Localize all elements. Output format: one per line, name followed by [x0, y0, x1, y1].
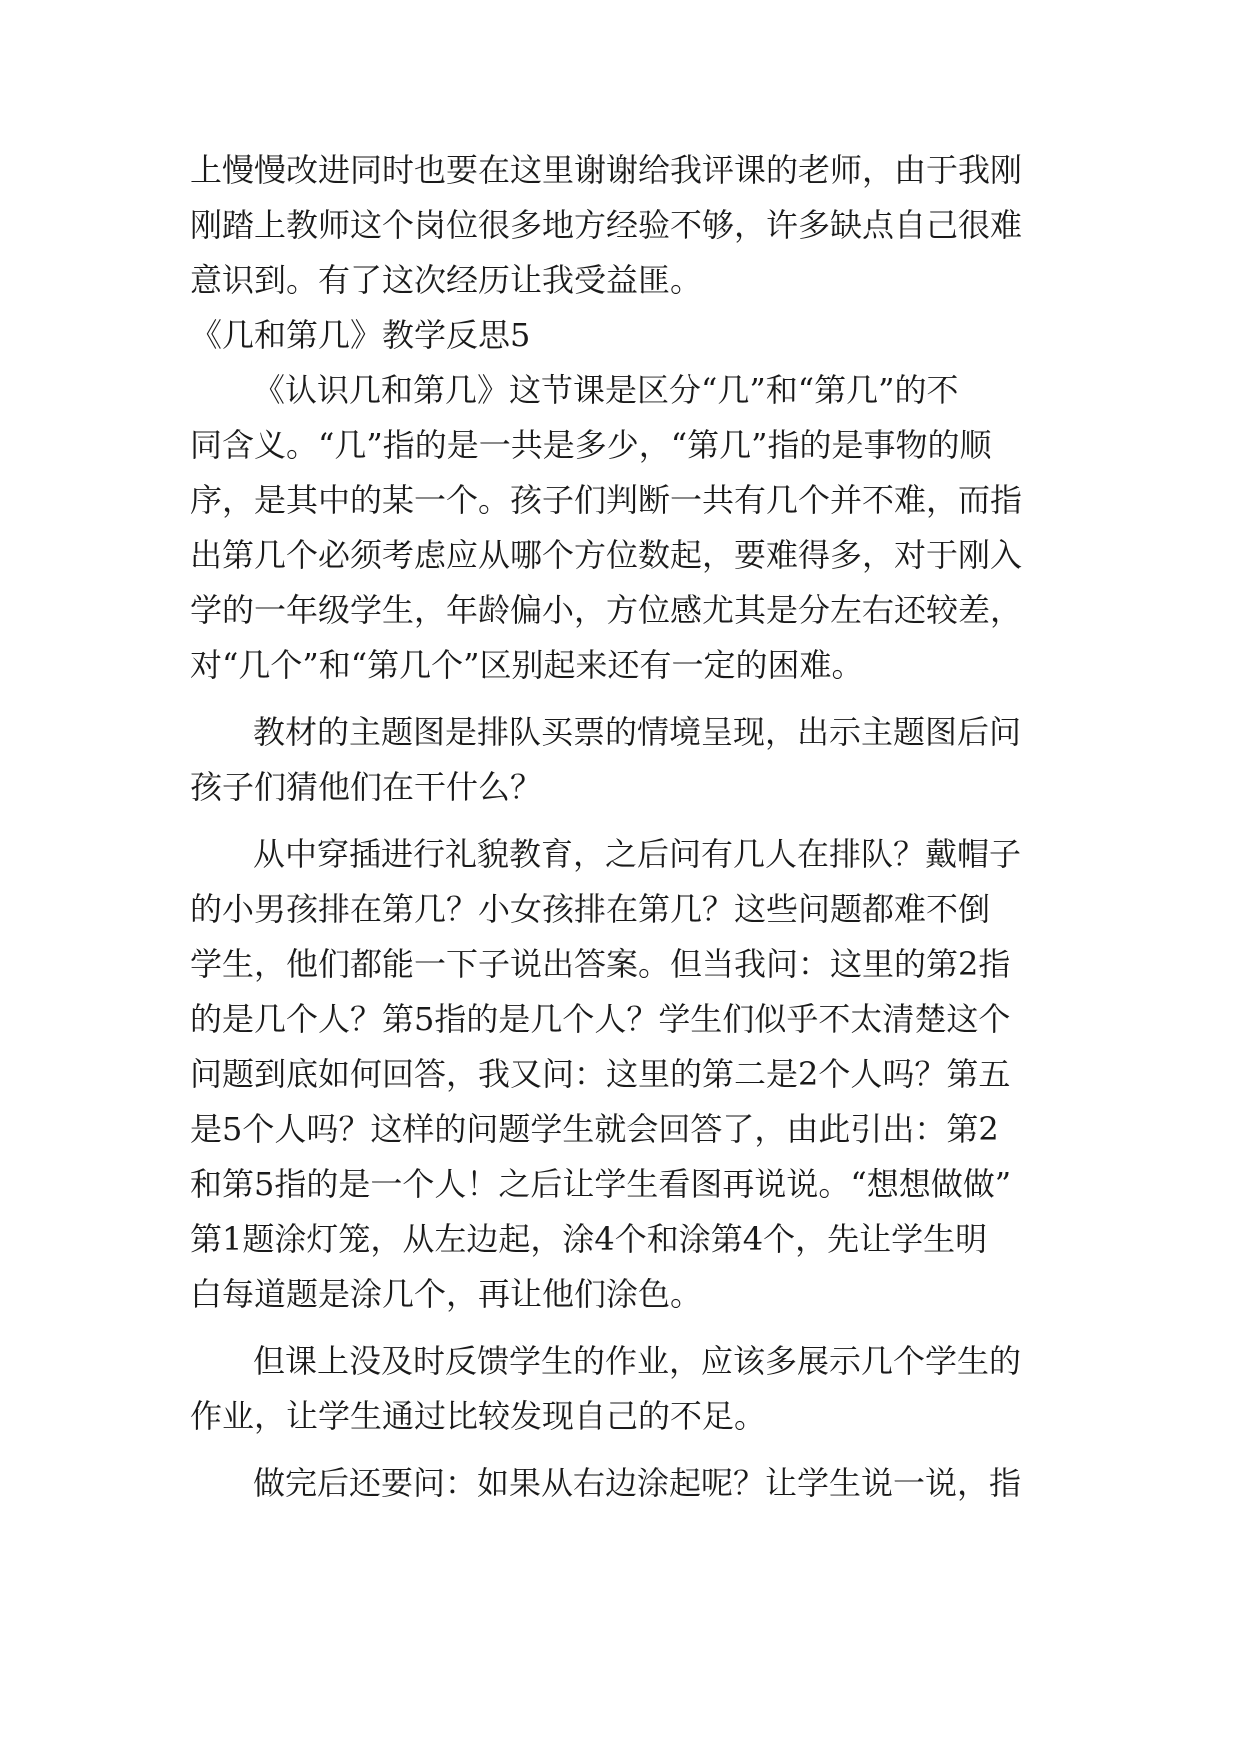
paragraph-line: 问题到底如何回答，我又问：这里的第二是2个人吗？第五 — [190, 1055, 1011, 1093]
paragraph-line: 同含义。“几”指的是一共是多少，“第几”指的是事物的顺 — [190, 426, 992, 464]
paragraph-line: 第1题涂灯笼，从左边起，涂4个和涂第4个，先让学生明 — [190, 1220, 988, 1258]
text-line: 上慢慢改进同时也要在这里谢谢给我评课的老师，由于我刚 — [190, 151, 1023, 189]
paragraph-line: 作业，让学生通过比较发现自己的不足。 — [190, 1397, 767, 1435]
paragraph-line: 序，是其中的某一个。孩子们判断一共有几个并不难，而指 — [190, 481, 1023, 519]
paragraph-line: 《认识几和第几》这节课是区分“几”和“第几”的不 — [253, 371, 959, 409]
paragraph-line: 从中穿插进行礼貌教育，之后问有几人在排队？戴帽子 — [253, 835, 1022, 873]
paragraph-line: 出第几个必须考虑应从哪个方位数起，要难得多，对于刚入 — [190, 536, 1023, 574]
paragraph-line: 是5个人吗？这样的问题学生就会回答了，由此引出：第2 — [190, 1110, 999, 1148]
paragraph-line: 和第5指的是一个人！之后让学生看图再说说。“想想做做” — [190, 1165, 1012, 1203]
paragraph-line: 学生，他们都能一下子说出答案。但当我问：这里的第2指 — [190, 945, 1011, 983]
paragraph-line: 做完后还要问：如果从右边涂起呢？让学生说一说，指 — [253, 1464, 1022, 1502]
text-line: 刚踏上教师这个岗位很多地方经验不够，许多缺点自己很难 — [190, 206, 1023, 244]
paragraph-line: 孩子们猜他们在干什么？ — [190, 768, 543, 806]
paragraph-line: 白每道题是涂几个，再让他们涂色。 — [190, 1275, 703, 1313]
paragraph-line: 但课上没及时反馈学生的作业，应该多展示几个学生的 — [253, 1342, 1022, 1380]
text-line: 意识到。有了这次经历让我受益匪。 — [190, 261, 703, 299]
section-title: 《几和第几》教学反思5 — [190, 316, 531, 354]
paragraph-line: 的是几个人？第5指的是几个人？学生们似乎不太清楚这个 — [190, 1000, 1011, 1038]
paragraph-line: 学的一年级学生，年龄偏小，方位感尤其是分左右还较差， — [190, 591, 1023, 629]
paragraph-line: 对“几个”和“第几个”区别起来还有一定的困难。 — [190, 646, 864, 684]
paragraph-line: 教材的主题图是排队买票的情境呈现，出示主题图后问 — [253, 713, 1022, 751]
paragraph-line: 的小男孩排在第几？小女孩排在第几？这些问题都难不倒 — [190, 890, 991, 928]
